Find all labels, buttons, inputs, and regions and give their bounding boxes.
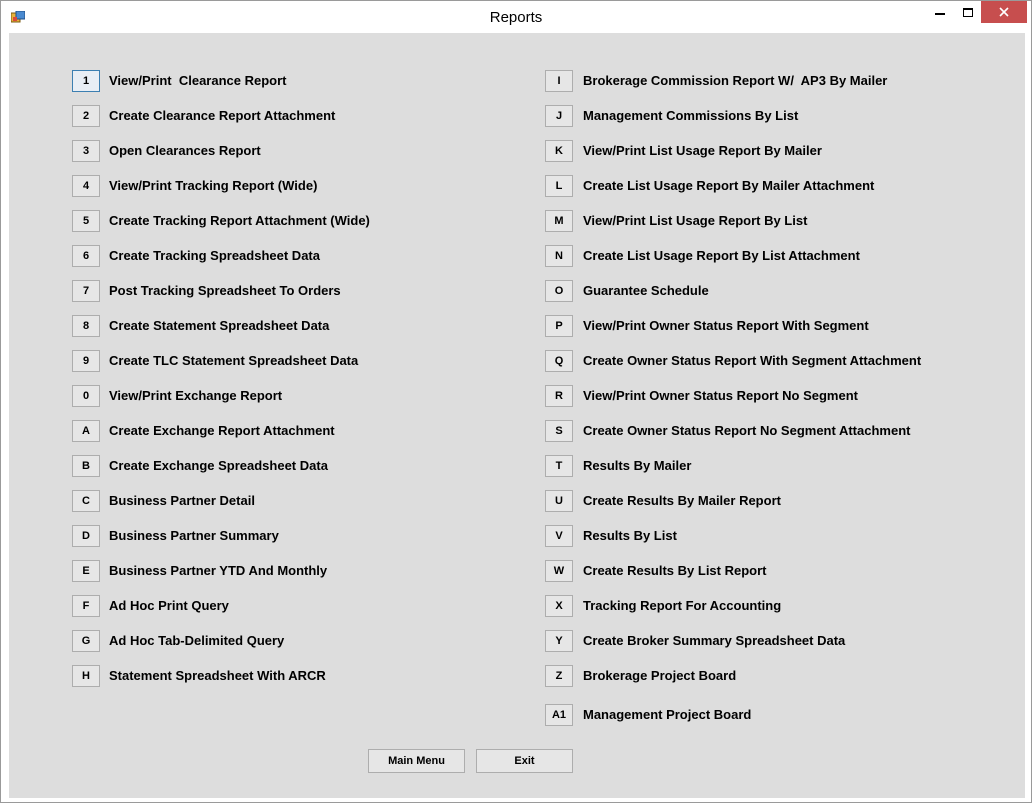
report-key-button-u[interactable]: U [545, 490, 573, 512]
report-label-a[interactable]: Create Exchange Report Attachment [109, 423, 335, 438]
exit-button[interactable]: Exit [476, 749, 573, 773]
report-key-button-n[interactable]: N [545, 245, 573, 267]
report-key-button-p[interactable]: P [545, 315, 573, 337]
report-label-q[interactable]: Create Owner Status Report With Segment Attachment [583, 353, 922, 368]
maximize-button[interactable] [953, 1, 983, 23]
report-key-button-t[interactable]: T [545, 455, 573, 477]
report-label-n[interactable]: Create List Usage Report By List Attachment [583, 248, 860, 263]
report-key-button-w[interactable]: W [545, 560, 573, 582]
report-label-w[interactable]: Create Results By List Report [583, 563, 767, 578]
report-label-a1[interactable]: Management Project Board [583, 707, 752, 722]
report-label-v[interactable]: Results By List [583, 528, 677, 543]
report-label-j[interactable]: Management Commissions By List [583, 108, 799, 123]
report-key-button-h[interactable]: H [72, 665, 100, 687]
report-label-5[interactable]: Create Tracking Report Attachment (Wide) [109, 213, 370, 228]
report-key-button-9[interactable]: 9 [72, 350, 100, 372]
report-key-button-c[interactable]: C [72, 490, 100, 512]
minimize-button[interactable] [925, 1, 955, 23]
report-key-button-r[interactable]: R [545, 385, 573, 407]
report-key-button-m[interactable]: M [545, 210, 573, 232]
report-key-button-4[interactable]: 4 [72, 175, 100, 197]
report-key-button-e[interactable]: E [72, 560, 100, 582]
close-icon [999, 7, 1009, 17]
minimize-icon [935, 13, 945, 15]
report-key-button-d[interactable]: D [72, 525, 100, 547]
report-label-6[interactable]: Create Tracking Spreadsheet Data [109, 248, 320, 263]
report-label-f[interactable]: Ad Hoc Print Query [109, 598, 229, 613]
report-label-u[interactable]: Create Results By Mailer Report [583, 493, 781, 508]
report-label-k[interactable]: View/Print List Usage Report By Mailer [583, 143, 822, 158]
report-label-0[interactable]: View/Print Exchange Report [109, 388, 283, 403]
maximize-icon [963, 8, 973, 17]
report-label-7[interactable]: Post Tracking Spreadsheet To Orders [109, 283, 341, 298]
report-key-button-v[interactable]: V [545, 525, 573, 547]
report-key-button-a[interactable]: A [72, 420, 100, 442]
report-label-d[interactable]: Business Partner Summary [109, 528, 279, 543]
report-key-button-o[interactable]: O [545, 280, 573, 302]
report-key-button-j[interactable]: J [545, 105, 573, 127]
report-label-8[interactable]: Create Statement Spreadsheet Data [109, 318, 330, 333]
close-button[interactable] [981, 1, 1027, 23]
report-label-b[interactable]: Create Exchange Spreadsheet Data [109, 458, 328, 473]
window-title: Reports [489, 9, 543, 26]
report-label-i[interactable]: Brokerage Commission Report W/ AP3 By Mailer [583, 73, 888, 88]
report-key-button-y[interactable]: Y [545, 630, 573, 652]
report-label-p[interactable]: View/Print Owner Status Report With Segment [583, 318, 869, 333]
report-label-y[interactable]: Create Broker Summary Spreadsheet Data [583, 633, 846, 648]
report-key-button-x[interactable]: X [545, 595, 573, 617]
report-label-g[interactable]: Ad Hoc Tab-Delimited Query [109, 633, 285, 648]
title-bar[interactable] [1, 1, 1031, 33]
report-key-button-8[interactable]: 8 [72, 315, 100, 337]
report-label-1[interactable]: View/Print Clearance Report [109, 73, 287, 88]
report-key-button-l[interactable]: L [545, 175, 573, 197]
report-key-button-k[interactable]: K [545, 140, 573, 162]
report-key-button-5[interactable]: 5 [72, 210, 100, 232]
report-label-r[interactable]: View/Print Owner Status Report No Segment [583, 388, 858, 403]
report-key-button-z[interactable]: Z [545, 665, 573, 687]
main-menu-button[interactable]: Main Menu [368, 749, 465, 773]
report-label-h[interactable]: Statement Spreadsheet With ARCR [109, 668, 326, 683]
report-key-button-1[interactable]: 1 [72, 70, 100, 92]
report-key-button-q[interactable]: Q [545, 350, 573, 372]
report-label-4[interactable]: View/Print Tracking Report (Wide) [109, 178, 318, 193]
report-label-m[interactable]: View/Print List Usage Report By List [583, 213, 808, 228]
report-label-3[interactable]: Open Clearances Report [109, 143, 261, 158]
report-label-c[interactable]: Business Partner Detail [109, 493, 255, 508]
report-label-x[interactable]: Tracking Report For Accounting [583, 598, 782, 613]
report-key-button-2[interactable]: 2 [72, 105, 100, 127]
report-label-t[interactable]: Results By Mailer [583, 458, 692, 473]
report-key-button-g[interactable]: G [72, 630, 100, 652]
report-label-9[interactable]: Create TLC Statement Spreadsheet Data [109, 353, 359, 368]
report-label-e[interactable]: Business Partner YTD And Monthly [109, 563, 328, 578]
report-key-button-s[interactable]: S [545, 420, 573, 442]
report-key-button-b[interactable]: B [72, 455, 100, 477]
report-label-o[interactable]: Guarantee Schedule [583, 283, 709, 298]
report-key-button-a1[interactable]: A1 [545, 704, 573, 726]
report-label-2[interactable]: Create Clearance Report Attachment [109, 108, 336, 123]
report-key-button-i[interactable]: I [545, 70, 573, 92]
report-label-s[interactable]: Create Owner Status Report No Segment Attachment [583, 423, 911, 438]
reports-panel [9, 33, 1025, 798]
report-key-button-0[interactable]: 0 [72, 385, 100, 407]
report-key-button-7[interactable]: 7 [72, 280, 100, 302]
report-label-l[interactable]: Create List Usage Report By Mailer Attachment [583, 178, 875, 193]
report-key-button-3[interactable]: 3 [72, 140, 100, 162]
report-key-button-6[interactable]: 6 [72, 245, 100, 267]
report-key-button-f[interactable]: F [72, 595, 100, 617]
report-label-z[interactable]: Brokerage Project Board [583, 668, 737, 683]
